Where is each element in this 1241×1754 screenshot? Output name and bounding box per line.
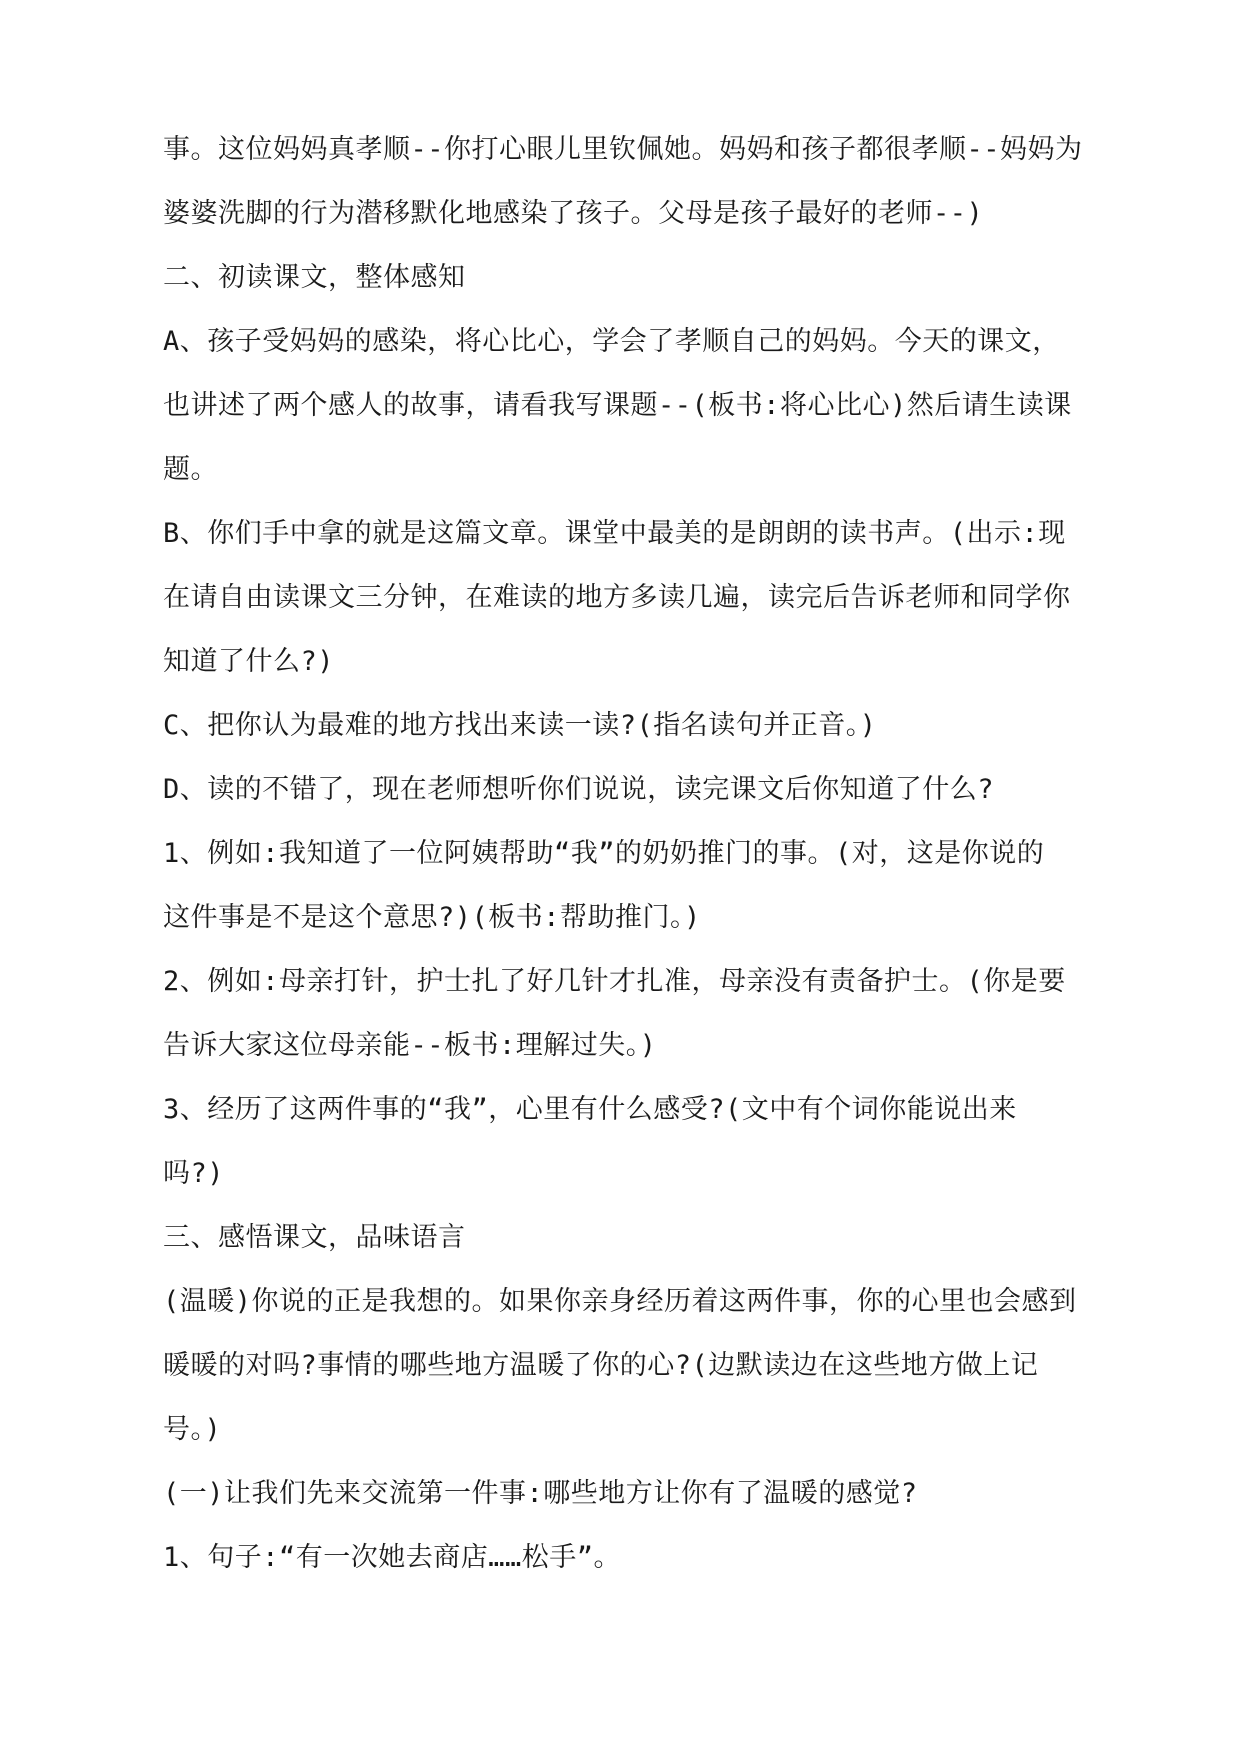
text-line: (温暖)你说的正是我想的。如果你亲身经历着这两件事，你的心里也会感到 — [163, 1286, 1077, 1317]
text-line: 在请自由读课文三分钟，在难读的地方多读几遍，读完后告诉老师和同学你 — [163, 582, 1071, 613]
section-heading: 二、初读课文，整体感知 — [163, 262, 466, 293]
text-line: 知道了什么?) — [163, 646, 335, 677]
text-line: D、读的不错了，现在老师想听你们说说，读完课文后你知道了什么? — [163, 774, 995, 805]
text-line: 事。这位妈妈真孝顺--你打心眼儿里钦佩她。妈妈和孩子都很孝顺--妈妈为 — [163, 134, 1083, 165]
text-line: 1、句子:“有一次她去商店……松手”。 — [163, 1542, 622, 1573]
text-line: 暖暖的对吗?事情的哪些地方温暖了你的心?(边默读边在这些地方做上记 — [163, 1350, 1039, 1381]
text-line: 1、例如:我知道了一位阿姨帮助“我”的奶奶推门的事。(对，这是你说的 — [163, 838, 1045, 869]
text-line: 2、例如:母亲打针，护士扎了好几针才扎准，母亲没有责备护士。(你是要 — [163, 966, 1066, 997]
text-line: 吗?) — [163, 1158, 225, 1189]
text-line: (一)让我们先来交流第一件事:哪些地方让你有了温暖的感觉? — [163, 1478, 918, 1509]
text-line: 这件事是不是这个意思?)(板书:帮助推门。) — [163, 902, 701, 933]
text-line: 婆婆洗脚的行为潜移默化地感染了孩子。父母是孩子最好的老师--) — [163, 198, 984, 229]
text-line: 告诉大家这位母亲能--板书:理解过失。) — [163, 1030, 657, 1061]
text-line: A、孩子受妈妈的感染，将心比心，学会了孝顺自己的妈妈。今天的课文， — [163, 326, 1060, 357]
text-line: 3、经历了这两件事的“我”，心里有什么感受?(文中有个词你能说出来 — [163, 1094, 1017, 1125]
text-line: 题。 — [163, 454, 218, 485]
section-heading: 三、感悟课文，品味语言 — [163, 1222, 466, 1253]
text-line: C、把你认为最难的地方找出来读一读?(指名读句并正音。) — [163, 710, 877, 741]
text-line: 号。) — [163, 1414, 222, 1445]
text-line: B、你们手中拿的就是这篇文章。课堂中最美的是朗朗的读书声。(出示:现 — [163, 518, 1066, 549]
text-line: 也讲述了两个感人的故事，请看我写课题--(板书:将心比心)然后请生读课 — [163, 390, 1072, 421]
